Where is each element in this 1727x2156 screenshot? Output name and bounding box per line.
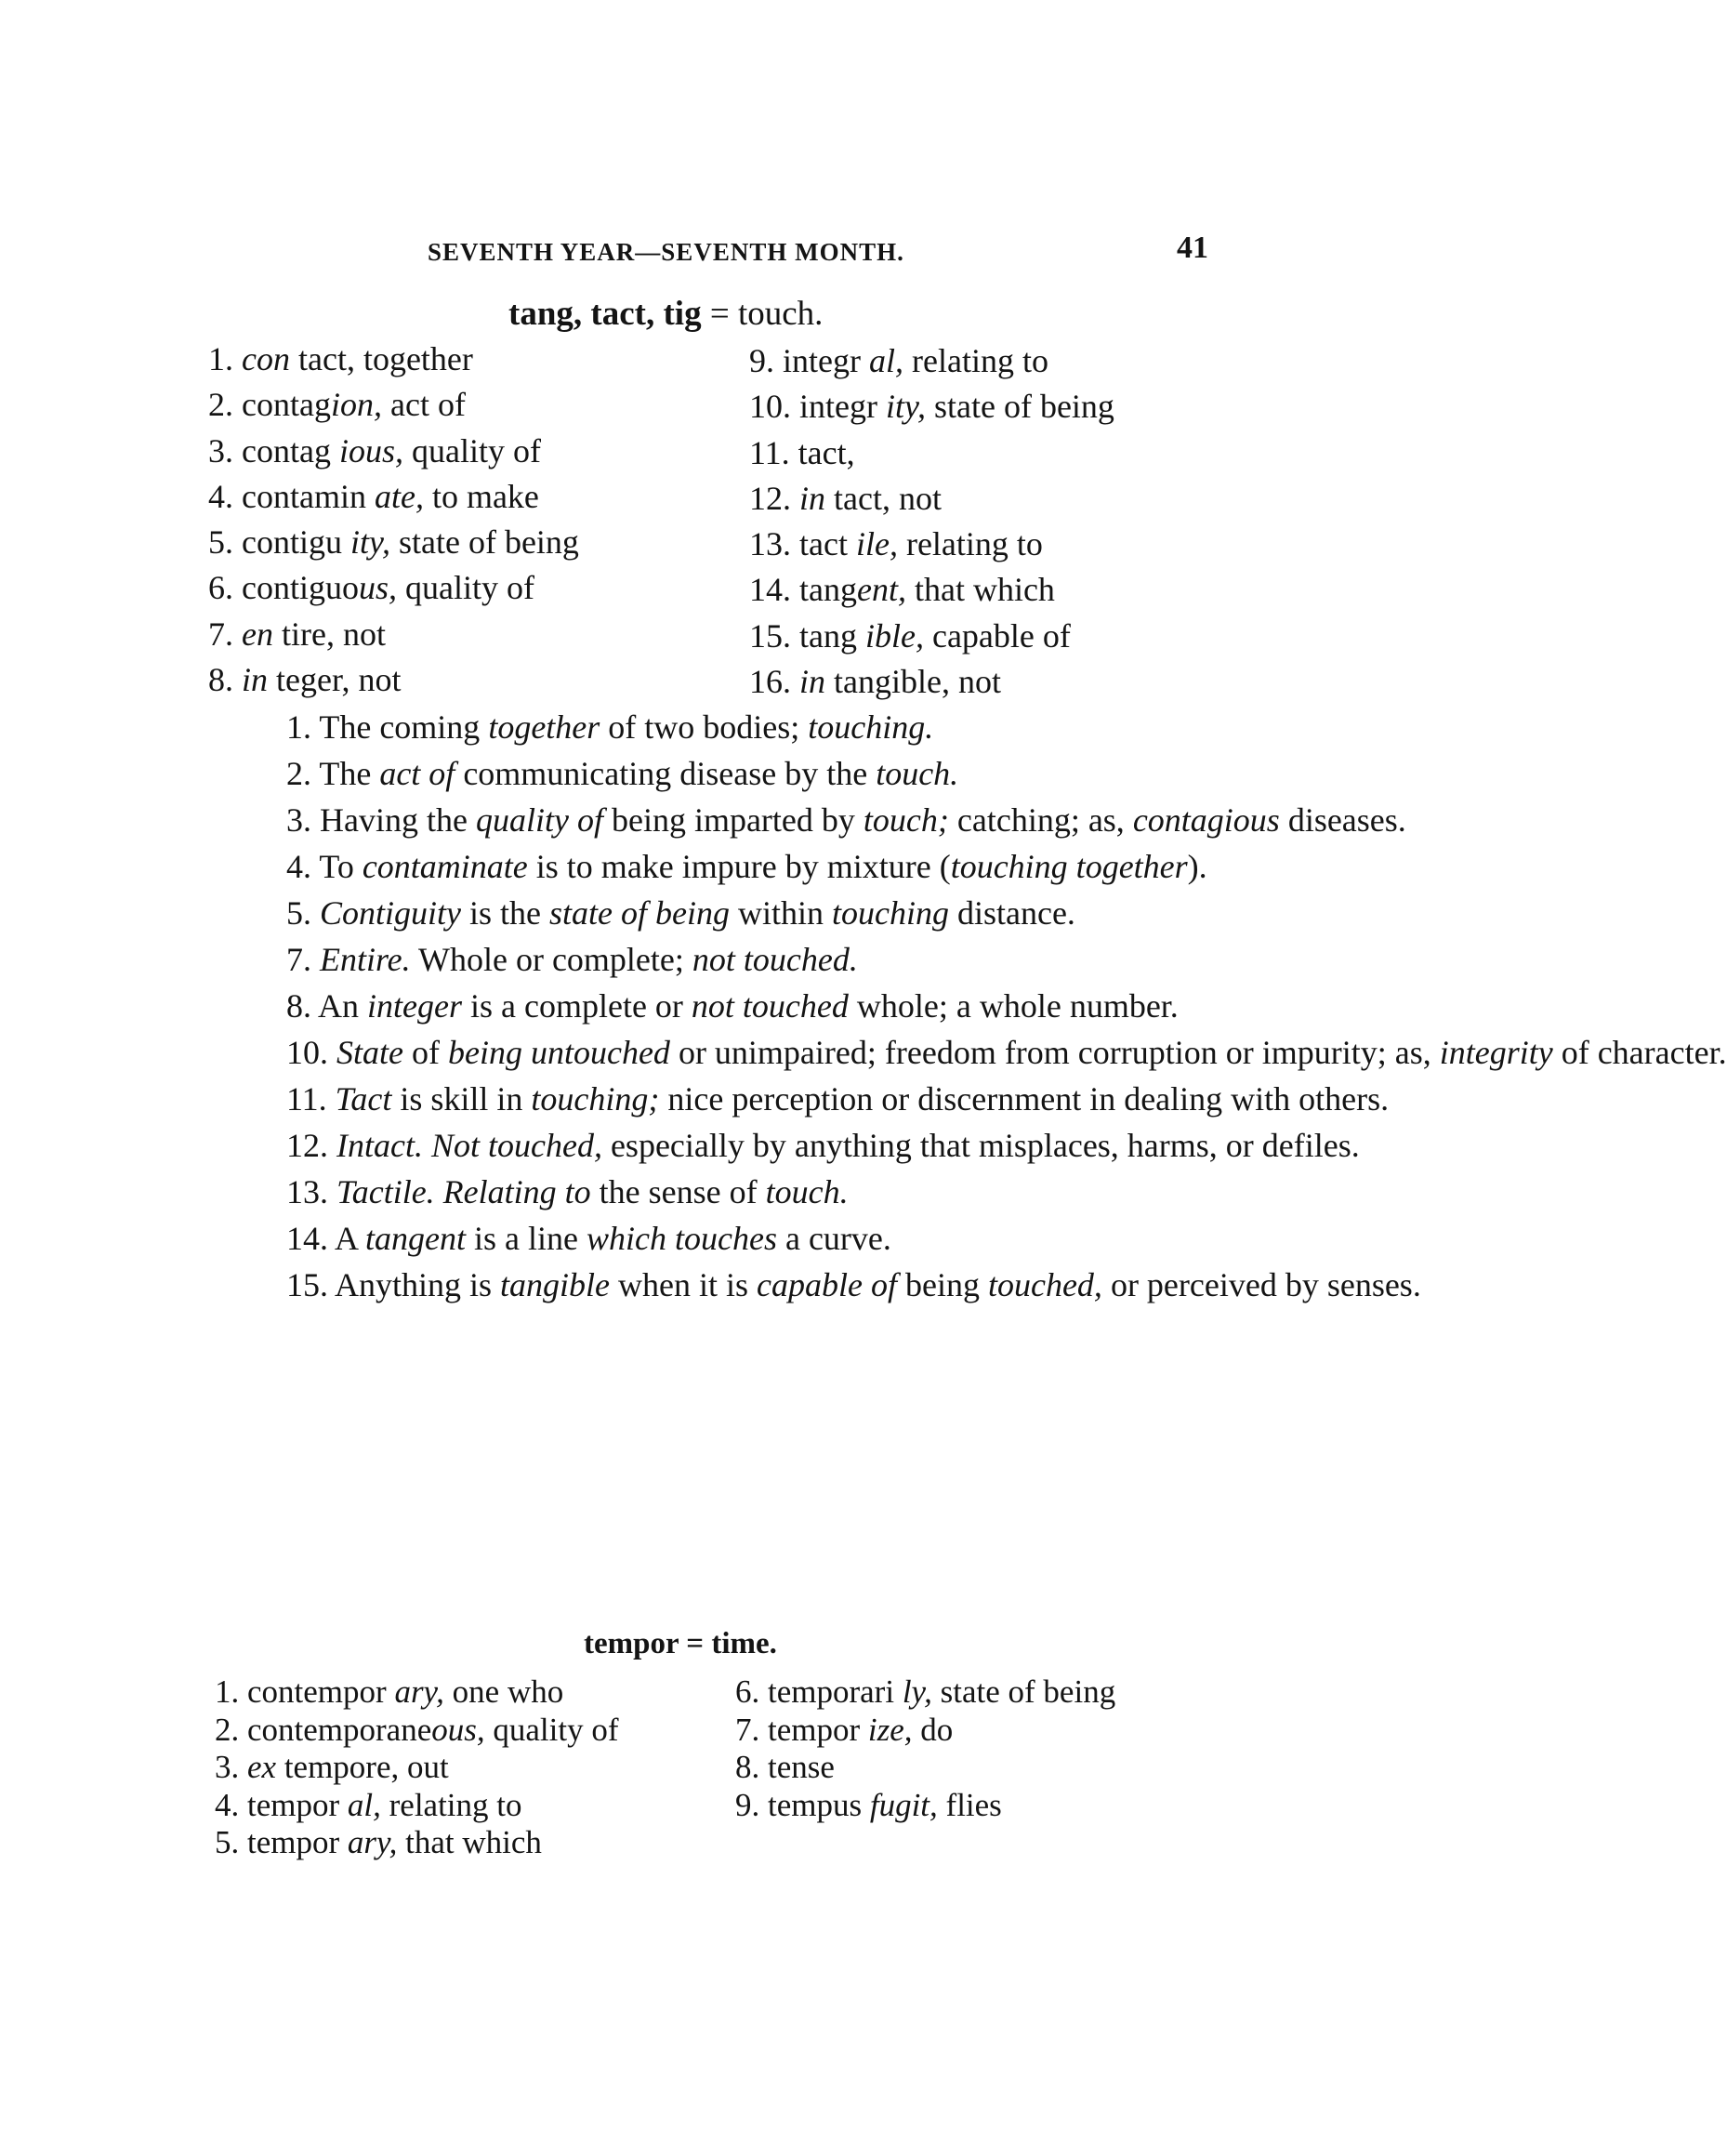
section-heading-tempor xyxy=(584,1627,777,1661)
word-item: 8. tense xyxy=(735,1749,835,1786)
heading-meaning: = time. xyxy=(679,1627,777,1660)
word-item: 5. contigu ity, state of being xyxy=(208,523,579,562)
definitions xyxy=(214,708,1727,1304)
definition-paragraph: 11. Tact is skill in touching; nice perception or discernment in dealing with others. xyxy=(286,1080,1390,1118)
word-item: 11. tact, xyxy=(749,433,855,471)
word-item: 13. tact ile, relating to xyxy=(749,525,1043,563)
definition-paragraph: 13. Tactile. Relating to the sense of touch. xyxy=(286,1173,849,1210)
word-item: 6. temporari ly, state of being xyxy=(735,1673,1116,1710)
running-head: SEVENTH YEAR—SEVENTH MONTH. xyxy=(428,238,904,266)
word-item: 4. contamin ate, to make xyxy=(208,477,539,515)
word-item: 9. tempus fugit, flies xyxy=(735,1786,1002,1823)
word-item: 10. integr ity, state of being xyxy=(749,388,1114,426)
word-list-right-2 xyxy=(735,1673,1115,1824)
word-item: 15. tang ible, capable of xyxy=(749,616,1071,655)
word-item: 2. contemporaneous, quality of xyxy=(215,1711,619,1748)
word-list-right xyxy=(749,338,1114,705)
word-item: 1. contempor ary, one who xyxy=(215,1673,564,1710)
word-item: 1. con tact, together xyxy=(208,340,473,377)
word-item: 16. in tangible, not xyxy=(749,663,1001,701)
word-item: 7. tempor ize, do xyxy=(735,1711,954,1748)
word-list-left xyxy=(208,337,579,703)
word-item: 14. tangent, that which xyxy=(749,571,1055,609)
word-item: 3. ex tempore, out xyxy=(215,1749,449,1786)
definition-paragraph: 14. A tangent is a line which touches a curve. xyxy=(286,1220,891,1257)
word-item: 2. contagion, act of xyxy=(208,386,466,424)
definition-paragraph: 4. To contaminate is to make impure by mixture (touching together). xyxy=(286,848,1207,885)
section-heading-tang xyxy=(508,294,823,334)
definition-paragraph: 10. State of being untouched or unimpaired; freedom from corruption or impurity; as, integrity of character. xyxy=(286,1034,1727,1071)
definition-paragraph: 5. Contiguity is the state of being within touching distance. xyxy=(286,894,1075,932)
word-item: 3. contag ious, quality of xyxy=(208,431,541,470)
word-item: 7. en tire, not xyxy=(208,615,386,653)
heading-roots: tang, tact, tig xyxy=(508,295,702,333)
word-item: 5. tempor ary, that which xyxy=(215,1824,542,1861)
page-number: 41 xyxy=(1177,231,1208,265)
definition-paragraph: 2. The act of communicating disease by the touch. xyxy=(286,755,959,792)
word-list-left-2 xyxy=(215,1673,619,1862)
heading-root: tempor xyxy=(584,1627,679,1660)
definition-paragraph: 8. An integer is a complete or not touched whole; a whole number. xyxy=(286,987,1179,1025)
word-item: 12. in tact, not xyxy=(749,479,942,517)
definition-paragraph: 7. Entire. Whole or complete; not touched. xyxy=(286,941,858,978)
word-item: 8. in teger, not xyxy=(208,661,402,699)
word-item: 9. integr al, relating to xyxy=(749,342,1048,379)
word-item: 4. tempor al, relating to xyxy=(215,1786,522,1823)
word-item: 6. contiguous, quality of xyxy=(208,569,534,607)
heading-meaning: = touch. xyxy=(701,295,824,333)
definition-paragraph: 15. Anything is tangible when it is capable of being touched, or perceived by senses. xyxy=(286,1266,1421,1303)
definition-paragraph: 3. Having the quality of being imparted by touch; catching; as, contagious diseases. xyxy=(286,801,1406,839)
definition-paragraph: 1. The coming together of two bodies; touching. xyxy=(286,708,934,746)
definition-paragraph: 12. Intact. Not touched, especially by anything that misplaces, harms, or defiles. xyxy=(286,1127,1360,1164)
